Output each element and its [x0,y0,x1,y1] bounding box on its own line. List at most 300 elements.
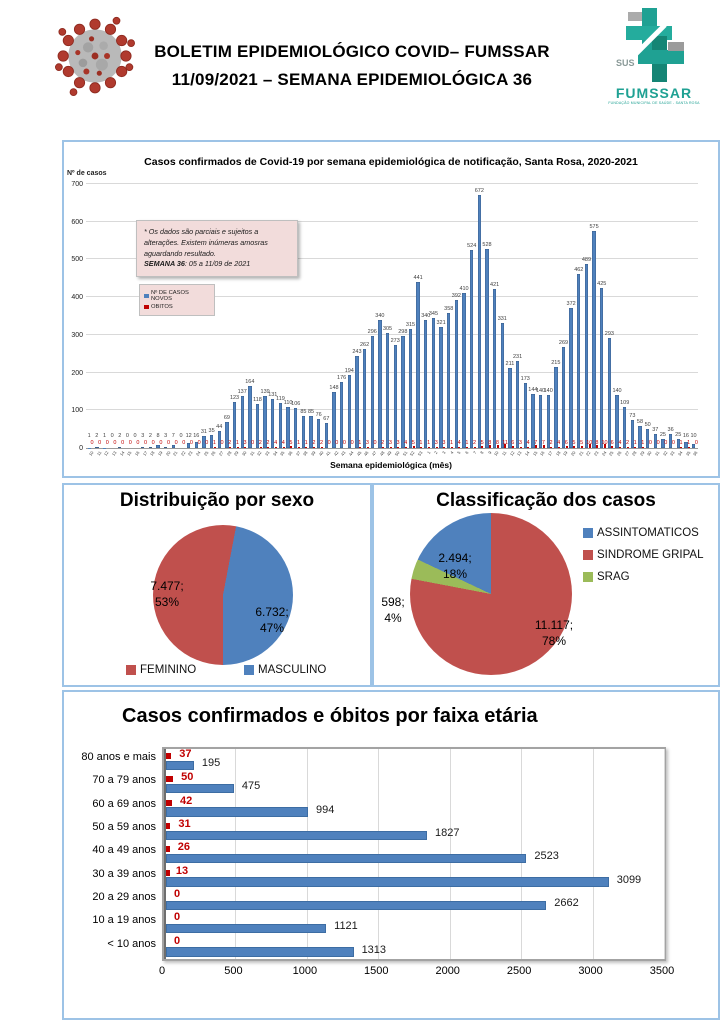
death-value-label: 0 [648,439,652,446]
case-value-label: 85 [300,408,307,415]
case-value-label: 0 [133,433,137,439]
age-category-label: 40 a 49 anos [92,844,156,857]
case-value-label: 340 [375,312,385,319]
age-row [164,842,664,865]
obitos-value-label: 37 [179,748,192,760]
weekly-legend [139,284,215,316]
assintomaticos-slice-label: 2.494; 18% [438,551,472,581]
case-bar [470,250,473,448]
death-value-label: 5 [480,439,484,446]
page-title [140,38,564,94]
case-bar [401,336,404,448]
case-value-label: 144 [528,386,538,393]
week-group [459,184,470,455]
death-value-label: 0 [220,439,224,446]
x-tick-label: 33 [263,450,271,457]
death-value-label: 4 [557,439,561,446]
death-value-label: 0 [205,439,209,446]
case-bar [585,264,588,448]
case-bar [164,447,167,448]
case-value-label: 44 [216,424,223,431]
x-tick-label: 15 [531,450,539,457]
classification-pie-title: Classificação dos casos [436,490,656,511]
death-value-label: 10 [586,439,593,446]
sex-distribution-panel [62,483,372,687]
x-tick-label: 12 [508,450,516,457]
case-value-label: 3 [141,433,145,439]
case-bar [363,349,366,448]
age-category-label: 20 a 29 anos [92,891,156,903]
x-tick-label: 6 [463,450,470,455]
death-value-label: 4 [457,439,461,446]
coronavirus-image [52,6,138,106]
x-tick-label: 33 [669,450,676,457]
case-value-label: 462 [574,266,584,273]
x-tick-label: 7 [471,450,477,455]
week-group [620,184,630,457]
age-row [164,819,664,842]
obitos-legend-label: OBITOS [151,304,173,310]
case-value-label: 211 [505,361,515,368]
case-value-label: 441 [413,274,423,281]
case-value-label: 528 [482,241,492,248]
feminino-legend-swatch [126,665,136,675]
week-group [629,184,638,457]
death-value-label: 1 [358,439,362,446]
masculino-legend-item [244,664,326,676]
case-value-label: 2 [148,433,152,439]
case-value-label: 3 [164,433,168,439]
case-bar [424,320,427,448]
case-bar [493,289,496,448]
death-value-label: 0 [373,439,377,446]
x-tick-label: 2 [433,450,439,455]
case-value-label: 215 [551,359,561,366]
death-value-label: 2 [381,439,385,446]
case-value-label: 315 [405,322,416,329]
weekly-x-axis-label: Semana epidemiológica (mês) [330,460,452,470]
week-group [520,184,531,457]
casos-value-label: 1121 [334,920,358,933]
sus-label: SUS [616,58,635,68]
death-value-label: 0 [694,439,698,446]
case-bar [141,447,144,448]
week-group [652,184,661,457]
x-tick-label: 40 [317,450,324,457]
x-tick-label: 12 [103,450,110,457]
weekly-y-axis-label: Nº de casos [67,170,107,177]
age-plot [162,747,666,961]
obitos-value-label: 13 [175,864,189,877]
x-tick-label: 52 [409,450,416,457]
x-tick-label: 36 [286,450,294,457]
death-value-label: 0 [121,439,125,446]
x-tick-label: 10 [493,450,500,457]
x-tick-label: 30 [646,450,653,457]
week-group [505,184,516,457]
case-value-label: 489 [581,256,592,263]
death-value-label: 0 [151,439,155,446]
x-tick-label: 53 [416,450,424,457]
death-value-label: 3 [442,439,446,446]
case-value-label: 12 [185,433,192,439]
x-tick-label: 34 [271,450,279,457]
death-value-label: 7 [534,439,538,446]
age-category-label: 80 anos e mais [81,751,156,763]
case-bar [348,375,351,448]
x-tick-label: 1000 [292,965,318,977]
y-tick-label: 200 [71,369,83,377]
week-group [444,184,455,455]
death-value-label: 2 [312,439,316,446]
y-tick-label: 500 [71,256,83,264]
obitos-bar [166,753,171,759]
age-row [164,796,664,819]
casos-value-label: 1827 [435,827,460,839]
casos-legend-swatch [144,294,149,299]
death-value-label: 6 [511,439,515,446]
masculino-legend-swatch [244,665,254,675]
x-tick-label: 11 [95,450,103,457]
srag-legend-item [583,571,630,583]
death-value-label: 2 [319,439,324,446]
casos-value-label: 2523 [534,850,559,863]
death-value-label: 3 [396,439,400,446]
x-tick-label: 16 [539,450,546,457]
x-tick-label: 32 [256,450,263,457]
week-group [659,184,669,457]
casos-bar [166,877,609,887]
data-note-box [136,220,298,277]
obitos-bar [166,870,170,876]
data-note-week: SEMANA 36 [144,259,185,269]
obitos-value-label: 0 [174,888,181,900]
x-tick-label: 37 [294,450,302,457]
obitos-value-label: 42 [180,794,193,807]
x-tick-label: 15 [125,450,133,457]
feminino-slice-label: 7.477; 53% [150,579,184,609]
x-tick-label: 17 [546,450,554,457]
week-group [109,184,118,457]
case-value-label: 106 [291,401,301,408]
case-value-label: 421 [490,282,500,289]
x-tick-label: 21 [577,450,585,457]
x-tick-label: 28 [630,450,638,457]
death-value-label: 3 [434,439,438,446]
case-value-label: 109 [620,399,630,406]
x-tick-label: 28 [225,450,233,457]
week-group [117,184,126,457]
case-bar [485,249,488,448]
y-tick-label: 100 [71,407,83,415]
legend-item-casos [144,290,210,302]
case-value-label: 16 [682,433,689,439]
case-value-label: 262 [359,342,370,349]
obitos-value-label: 26 [177,841,190,854]
week-group [467,184,477,455]
srag-slice-label: 598; 4% [381,595,405,625]
y-tick-label: 400 [71,294,83,302]
week-group [398,184,409,457]
death-value-label: 0 [656,439,660,446]
case-bar [172,445,175,448]
srag-legend-swatch [583,572,593,582]
death-value-label: 3 [365,439,369,446]
death-value-label: 1 [235,439,239,446]
x-tick-label: 500 [224,965,243,977]
x-tick-label: 31 [248,450,256,457]
case-bar [409,329,412,448]
casos-bar [166,831,427,841]
case-value-label: 293 [604,330,614,337]
case-value-label: 119 [276,396,285,403]
case-value-label: 1 [87,433,91,439]
week-group [636,184,646,457]
sindrome-gripal-legend-swatch [583,550,593,560]
case-bar [508,368,511,448]
obitos-legend-swatch [144,305,149,310]
x-tick-label: 27 [217,450,225,457]
week-group [682,184,692,457]
sindrome-gripal-slice-label: 11.117; 78% [534,618,574,648]
assintomaticos-legend-swatch [583,528,593,538]
case-bar [340,382,343,448]
case-bar [592,231,595,448]
x-tick-label: 5 [456,450,462,455]
x-tick-label: 49 [386,450,393,457]
case-value-label: 575 [589,224,599,231]
casos-bar [166,947,354,957]
x-tick-label: 1 [425,450,432,455]
death-value-label: 0 [159,439,163,446]
death-value-label: 10 [601,439,608,446]
case-bar [118,447,121,448]
case-value-label: 340 [421,312,431,319]
case-bar [501,323,504,448]
case-value-label: 0 [179,433,183,439]
death-value-label: 1 [679,439,683,446]
case-bar [569,308,572,448]
case-value-label: 0 [125,433,129,439]
age-row [164,866,664,889]
death-value-label: 0 [136,439,140,446]
case-value-label: 37 [652,427,659,434]
case-value-label: 305 [382,325,393,332]
x-tick-label: 23 [592,450,600,457]
case-value-label: 69 [223,414,230,421]
death-value-label: 0 [189,439,193,446]
y-tick-label: 600 [71,218,83,226]
age-category-label: 60 a 69 anos [92,797,156,810]
x-tick-label: 43 [340,450,347,457]
case-value-label: 2 [95,433,99,439]
death-value-label: 4 [404,439,408,446]
case-value-label: 1 [102,433,107,439]
case-bar [149,447,152,448]
x-tick-label: 32 [661,450,669,457]
page-title-line1: BOLETIM EPIDEMIOLÓGICO COVID– FUMSSAR [154,42,550,61]
x-tick-label: 3500 [649,965,675,977]
casos-value-label: 994 [316,803,335,816]
x-tick-label: 25 [202,450,210,457]
x-tick-label: 19 [156,450,164,457]
death-value-label: 5 [580,439,584,446]
x-tick-label: 42 [332,450,340,457]
case-bar [608,338,611,449]
x-tick-label: 2500 [506,965,532,977]
case-value-label: 110 [283,399,293,406]
case-value-label: 10 [690,433,697,439]
death-value-label: 5 [289,439,293,446]
age-row [164,749,664,772]
death-value-label: 0 [174,439,178,446]
age-row [164,912,664,935]
x-tick-label: 8 [479,450,485,455]
x-tick-label: 39 [309,450,317,457]
obitos-value-label: 31 [178,818,191,830]
week-group [307,184,317,457]
death-value-label: 4 [618,439,622,446]
x-tick-label: 20 [569,450,577,457]
obitos-value-label: 0 [174,911,181,924]
death-value-label: 4 [281,439,285,446]
week-group [497,184,508,457]
week-group [315,184,324,457]
x-tick-label: 23 [187,450,194,457]
case-value-label: 231 [512,353,523,360]
casos-bar [166,807,308,817]
case-value-label: 25 [659,431,666,438]
case-bar [577,274,580,448]
x-tick-label: 9 [486,450,493,455]
legend-item-obitos [144,304,210,310]
death-value-label: 0 [335,439,339,446]
case-value-label: 194 [344,367,354,374]
death-value-label: 0 [671,439,675,446]
case-bar [371,336,374,448]
case-value-label: 524 [467,243,477,250]
case-value-label: 148 [329,385,339,392]
case-value-label: 123 [229,394,240,401]
death-value-label: 3 [518,439,522,446]
age-group-chart-panel [62,690,720,1020]
x-tick-label: 45 [355,450,363,457]
death-value-label: 0 [197,439,201,446]
case-value-label: 50 [644,422,651,429]
x-tick-label: 24 [600,450,608,457]
death-value-label: 1 [465,439,469,446]
death-value-label: 3 [243,439,247,446]
casos-legend-label: Nº DE CASOS NOVOS [151,290,189,302]
death-value-label: 1 [297,439,301,446]
x-tick-label: 36 [692,450,699,457]
gridline [664,749,665,959]
week-group [352,184,363,457]
case-value-label: 67 [323,415,330,422]
x-tick-label: 4 [448,450,455,455]
fumssar-logo [602,6,706,105]
week-group [612,184,623,457]
case-value-label: 2 [118,433,122,439]
death-value-label: 8 [595,439,599,446]
week-group [94,184,103,457]
case-value-label: 243 [352,349,362,356]
case-bar [478,195,481,448]
case-classification-panel [372,483,720,687]
death-value-label: 0 [182,439,186,446]
week-group [375,184,386,457]
week-group [101,184,110,457]
x-tick-label: 22 [584,450,592,457]
case-bar [562,347,565,448]
death-value-label: 7 [541,439,545,446]
case-value-label: 140 [543,388,553,395]
sindrome-gripal-legend-item [583,549,704,561]
week-group [690,184,699,457]
death-value-label: 11 [502,439,508,446]
death-value-label: 0 [105,439,109,446]
x-tick-label: 13 [110,450,118,457]
case-bar [462,293,465,448]
obitos-value-label: 0 [174,934,181,947]
x-tick-label: 18 [554,450,562,457]
week-group [482,184,493,455]
srag-legend-label: SRAG [597,571,630,583]
x-tick-label: 50 [393,450,401,457]
x-tick-label: 16 [133,450,141,457]
death-value-label: 0 [166,439,171,446]
obitos-bar [166,800,172,806]
x-tick-label: 25 [607,450,615,457]
data-note-week-range: : 05 a 11/09 de 2021 [184,259,251,269]
case-bar [516,361,519,448]
x-tick-label: 26 [615,450,623,457]
death-value-label: 0 [350,439,354,446]
case-bar [95,447,98,448]
case-value-label: 73 [629,413,636,420]
page-title-line2: 11/09/2021 – SEMANA EPIDEMIOLÓGICA 36 [171,70,533,90]
obitos-bar [166,823,170,829]
case-bar [447,313,450,448]
death-value-label: 1 [304,439,308,446]
x-tick-label: 29 [638,450,646,457]
case-value-label: 16 [193,433,200,439]
casos-bar [166,761,194,771]
week-group [124,184,133,457]
death-value-label: 1 [419,439,423,446]
week-group [597,184,608,457]
case-value-label: 345 [428,310,439,317]
x-tick-label: 51 [401,450,409,457]
x-tick-label: 21 [171,450,179,457]
death-value-label: 2 [228,439,232,446]
casos-bar [166,854,526,864]
x-tick-label: 26 [210,450,217,457]
obitos-value-label: 50 [181,771,194,784]
y-tick-label: 0 [79,445,83,452]
weekly-cases-chart-panel [62,140,720,478]
x-tick-label: 24 [194,450,202,457]
x-tick-label: 44 [347,450,355,457]
week-group [344,184,355,457]
week-group [551,184,562,457]
case-value-label: 176 [337,374,347,381]
week-group [474,184,485,455]
x-tick-label: 34 [676,450,684,457]
x-tick-label: 30 [240,450,248,457]
death-value-label: 2 [549,439,553,446]
x-tick-label: 14 [523,450,531,457]
